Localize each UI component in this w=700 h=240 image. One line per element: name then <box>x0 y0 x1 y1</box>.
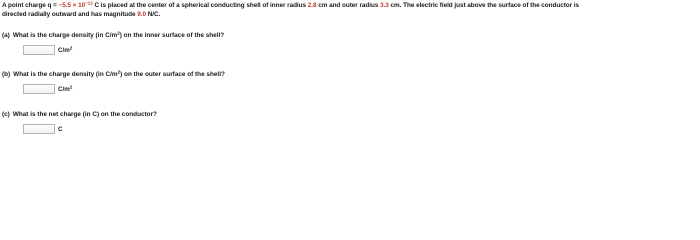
answer-input-b[interactable] <box>23 84 55 94</box>
answer-input-c[interactable] <box>23 124 55 134</box>
question-label: (a) <box>2 32 10 39</box>
problem-text: N/C. <box>145 11 161 18</box>
charge-base: −5.5 × 10 <box>58 2 86 9</box>
problem-statement <box>2 1 696 19</box>
unit-base: C/m <box>58 46 70 54</box>
unit-base: C/m <box>58 85 70 93</box>
problem-line-2 <box>2 10 696 19</box>
problem-text: cm. The electric field just above the surface of the conductor is <box>388 2 580 9</box>
unit-label-a <box>58 44 73 54</box>
problem-line-1 <box>2 1 696 10</box>
question-a <box>2 32 224 39</box>
question-text: What is the charge density (in C/m <box>12 32 118 39</box>
problem-text: directed radially outward and has magnitude <box>2 11 138 18</box>
outer-radius-value: 3.3 <box>380 2 389 9</box>
answer-row-c <box>23 124 62 134</box>
unit-exponent: 2 <box>69 44 73 50</box>
question-c <box>2 111 157 118</box>
question-exponent: 2 <box>117 30 120 36</box>
question-text: ) on the outer surface of the shell? <box>120 71 225 78</box>
question-label: (c) <box>2 111 10 118</box>
problem-text: cm and outer radius <box>316 2 381 9</box>
unit-exponent: 2 <box>69 83 73 89</box>
answer-row-b <box>23 84 72 94</box>
question-text: ) on the inner surface of the shell? <box>119 32 225 39</box>
field-value: 9.0 <box>137 11 146 18</box>
question-label: (b) <box>2 71 11 78</box>
charge-exponent: −12 <box>85 0 93 6</box>
unit-label-b <box>58 83 73 93</box>
problem-text: C is placed at the center of a spherical conducting shell of inner radius <box>92 2 308 9</box>
question-text: What is the net charge (in C) on the conductor? <box>12 111 157 118</box>
answer-row-a <box>23 45 72 55</box>
question-text: What is the charge density (in C/m <box>13 71 118 78</box>
unit-label-c: C <box>58 125 63 133</box>
answer-input-a[interactable] <box>23 45 55 55</box>
charge-value <box>59 2 93 9</box>
inner-radius-value: 2.8 <box>307 2 317 9</box>
question-exponent: 2 <box>117 69 121 75</box>
problem-text: A point charge q = <box>2 2 59 9</box>
question-b <box>2 71 225 78</box>
